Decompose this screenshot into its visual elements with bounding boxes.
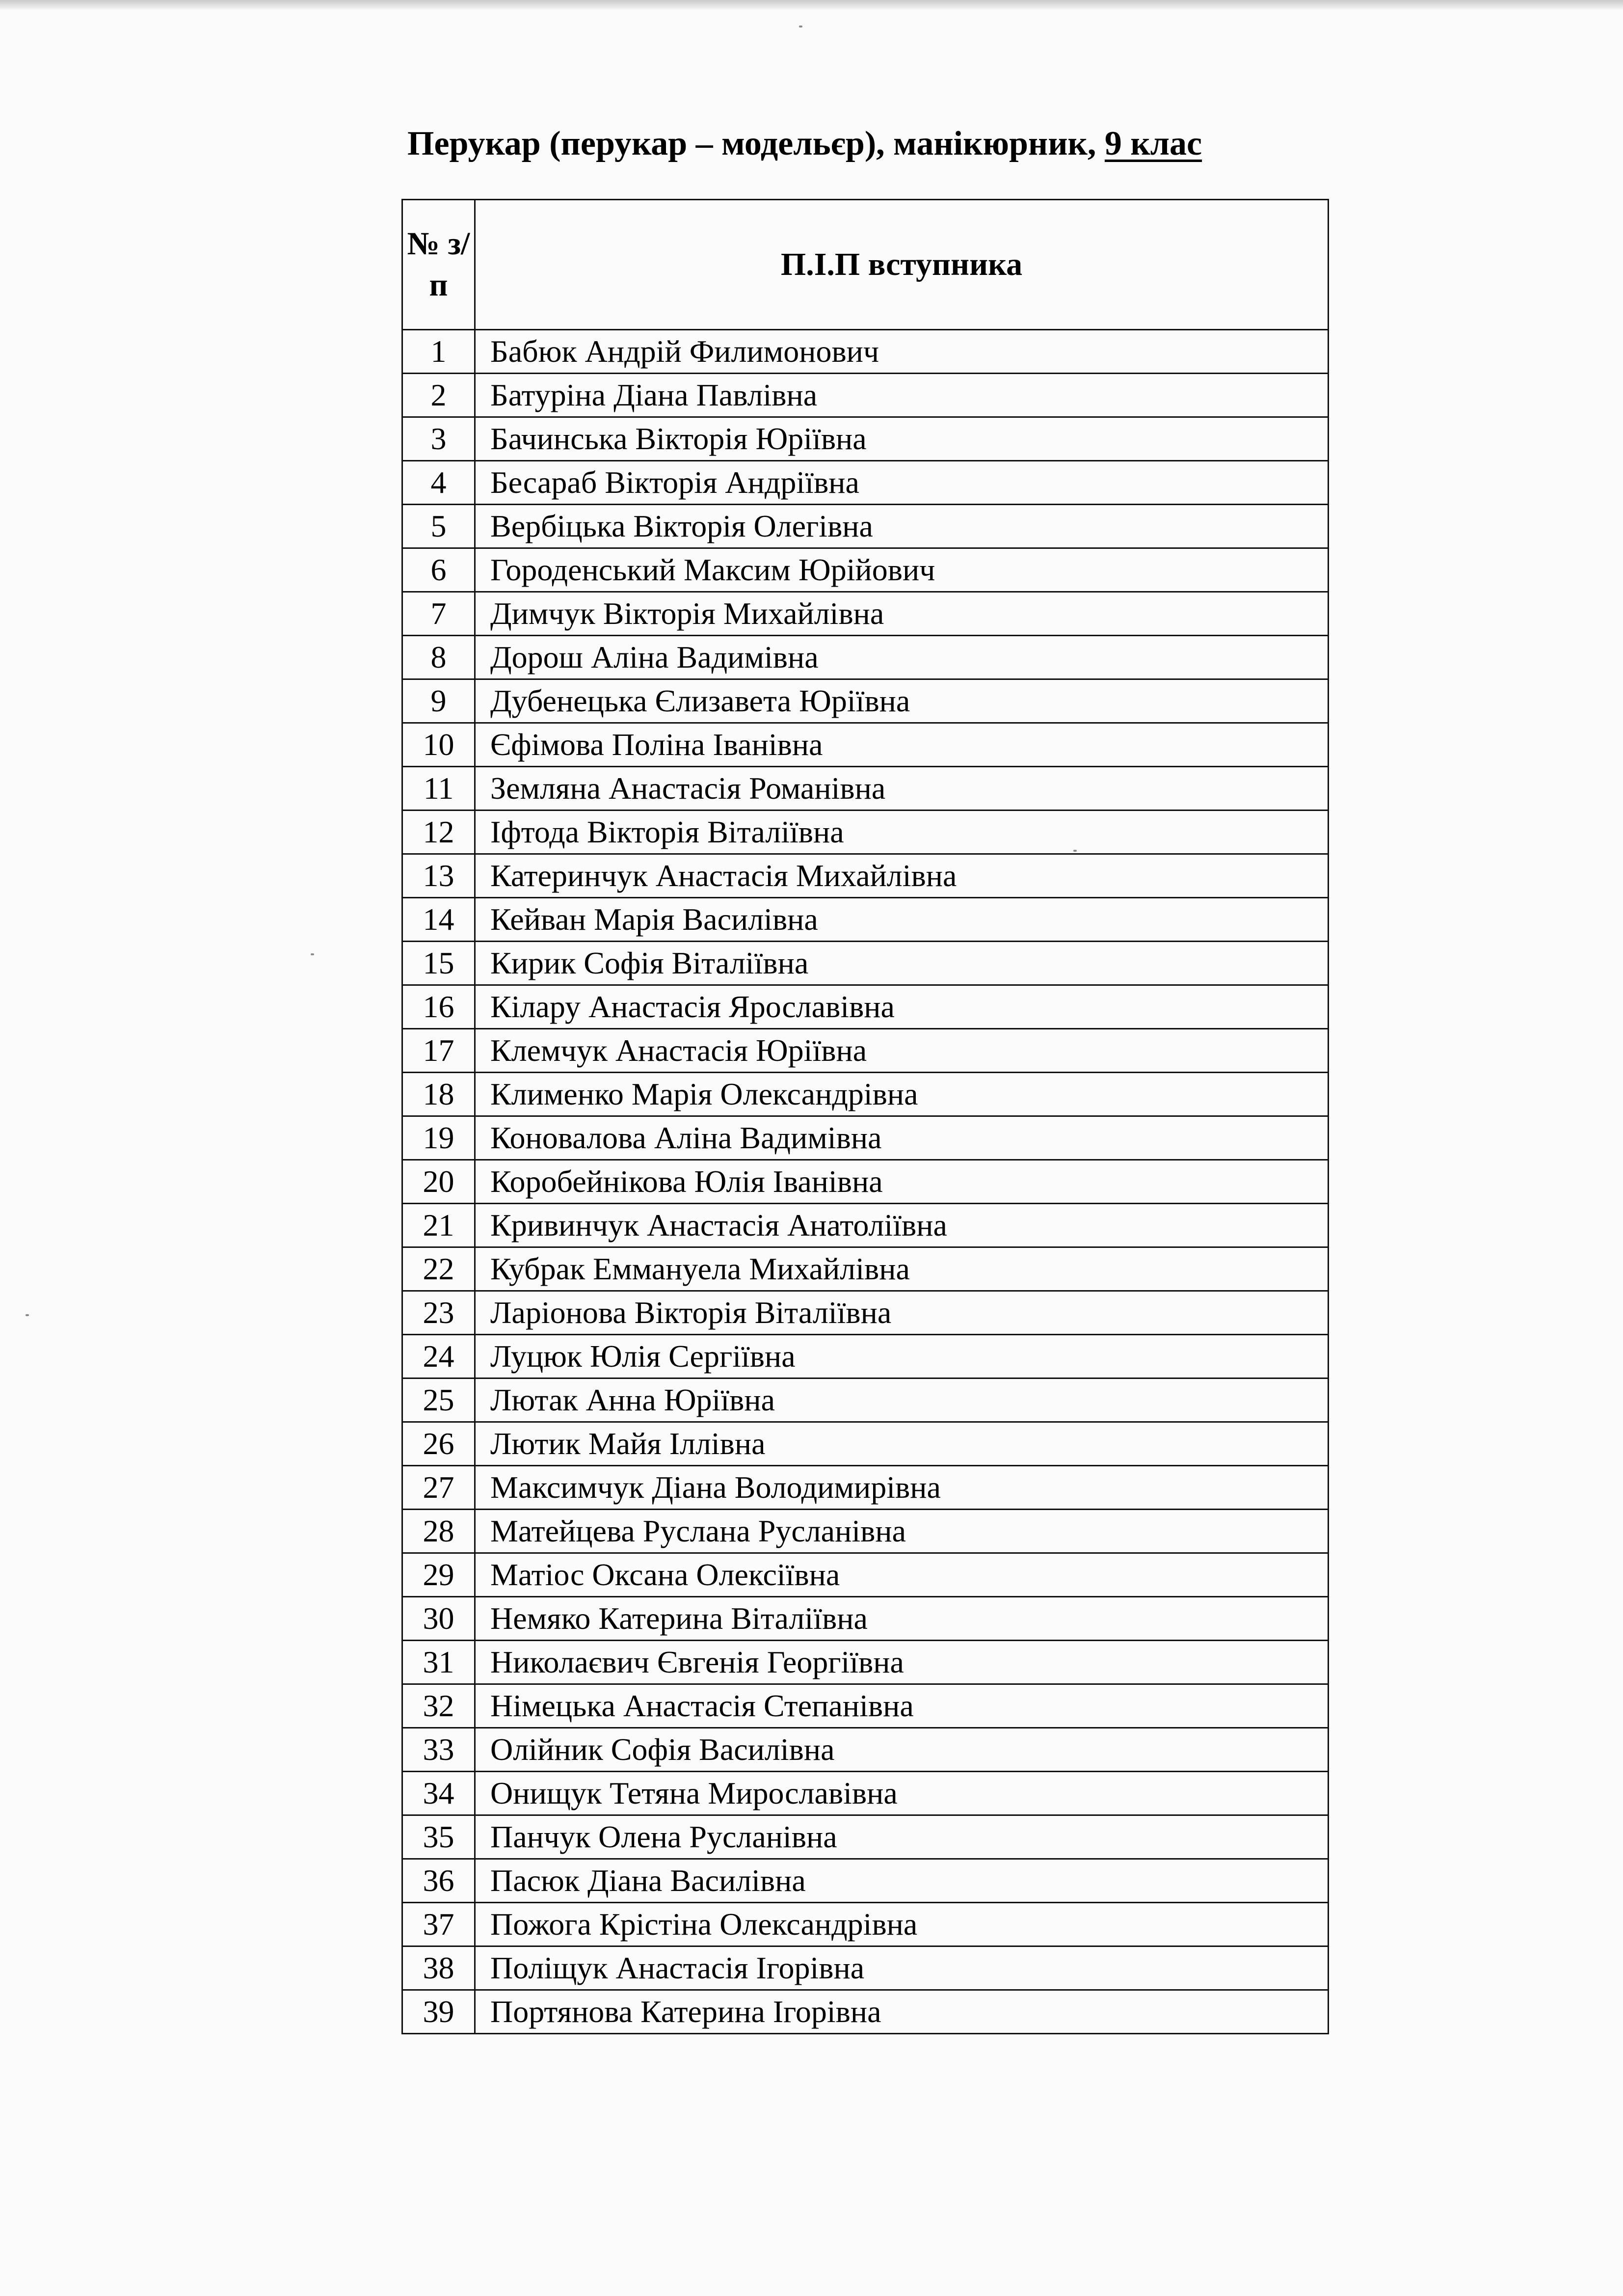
applicant-name: Кейван Марія Василівна (475, 898, 1329, 942)
table-row (402, 1641, 1329, 1684)
table-row (402, 636, 1329, 679)
applicant-name: Дубенецька Єлизавета Юріївна (475, 679, 1329, 723)
applicant-name: Кирик Софія Віталіївна (475, 942, 1329, 985)
table-row (402, 461, 1329, 505)
row-number: 25 (402, 1378, 475, 1422)
applicant-name: Катеринчук Анастасія Михайлівна (475, 854, 1329, 898)
row-number: 15 (402, 942, 475, 985)
row-number: 13 (402, 854, 475, 898)
row-number: 26 (402, 1422, 475, 1466)
table-row (402, 1597, 1329, 1641)
table-row (402, 942, 1329, 985)
applicant-name: Лютак Анна Юріївна (475, 1378, 1329, 1422)
scan-speck (799, 26, 802, 27)
applicant-name: Бесараб Вікторія Андріївна (475, 461, 1329, 505)
table-row (402, 1466, 1329, 1510)
table-row (402, 1553, 1329, 1597)
row-number: 18 (402, 1073, 475, 1116)
header-name: П.І.П вступника (475, 200, 1329, 330)
row-number: 33 (402, 1728, 475, 1772)
applicant-name: Лютик Майя Іллівна (475, 1422, 1329, 1466)
scan-top-edge (0, 0, 1623, 11)
row-number: 14 (402, 898, 475, 942)
row-number: 30 (402, 1597, 475, 1641)
table-row (402, 1116, 1329, 1160)
table-row (402, 810, 1329, 854)
applicant-name: Пожога Крістіна Олександрівна (475, 1903, 1329, 1946)
table-row (402, 417, 1329, 461)
row-number: 6 (402, 548, 475, 592)
row-number: 22 (402, 1247, 475, 1291)
applicant-name: Димчук Вікторія Михайлівна (475, 592, 1329, 636)
scan-speck (311, 953, 314, 955)
row-number: 17 (402, 1029, 475, 1073)
row-number: 36 (402, 1859, 475, 1903)
table-header-row (402, 200, 1329, 330)
row-number: 10 (402, 723, 475, 767)
table-row (402, 1247, 1329, 1291)
applicant-name: Немяко Катерина Віталіївна (475, 1597, 1329, 1641)
applicant-name: Ларіонова Вікторія Віталіївна (475, 1291, 1329, 1335)
row-number: 24 (402, 1335, 475, 1378)
applicant-name: Поліщук Анастасія Ігорівна (475, 1946, 1329, 1990)
table-row (402, 330, 1329, 374)
row-number: 34 (402, 1772, 475, 1815)
applicant-name: Клемчук Анастасія Юріївна (475, 1029, 1329, 1073)
applicant-name: Городенський Максим Юрійович (475, 548, 1329, 592)
table-row (402, 898, 1329, 942)
row-number: 7 (402, 592, 475, 636)
applicant-name: Портянова Катерина Ігорівна (475, 1990, 1329, 2034)
table-row (402, 548, 1329, 592)
table-row (402, 1378, 1329, 1422)
row-number: 9 (402, 679, 475, 723)
applicant-name: Луцюк Юлія Сергіївна (475, 1335, 1329, 1378)
row-number: 38 (402, 1946, 475, 1990)
table-row (402, 505, 1329, 548)
table-row (402, 1510, 1329, 1553)
title-main: Перукар (перукар – модельєр), манікюрник, (407, 125, 1105, 162)
row-number: 2 (402, 374, 475, 417)
table-row (402, 985, 1329, 1029)
table-row (402, 854, 1329, 898)
applicant-name: Іфтода Вікторія Віталіївна (475, 810, 1329, 854)
row-number: 35 (402, 1815, 475, 1859)
table-row (402, 1772, 1329, 1815)
applicant-name: Бачинська Вікторія Юріївна (475, 417, 1329, 461)
applicant-name: Кривинчук Анастасія Анатоліївна (475, 1204, 1329, 1247)
applicant-name: Бабюк Андрій Филимонович (475, 330, 1329, 374)
row-number: 20 (402, 1160, 475, 1204)
table-row (402, 723, 1329, 767)
row-number: 31 (402, 1641, 475, 1684)
row-number: 27 (402, 1466, 475, 1510)
table-row (402, 1903, 1329, 1946)
table-row (402, 1291, 1329, 1335)
applicant-name: Панчук Олена Русланівна (475, 1815, 1329, 1859)
row-number: 32 (402, 1684, 475, 1728)
table-row (402, 1204, 1329, 1247)
row-number: 37 (402, 1903, 475, 1946)
table-row (402, 1422, 1329, 1466)
table-body (402, 330, 1329, 2034)
applicant-name: Єфімова Поліна Іванівна (475, 723, 1329, 767)
table-row (402, 592, 1329, 636)
table-row (402, 1990, 1329, 2034)
table-row (402, 1728, 1329, 1772)
table-row (402, 1684, 1329, 1728)
table-row (402, 1073, 1329, 1116)
applicant-name: Матіос Оксана Олексіївна (475, 1553, 1329, 1597)
row-number: 12 (402, 810, 475, 854)
applicant-name: Пасюк Діана Василівна (475, 1859, 1329, 1903)
page-title (407, 127, 1202, 161)
table-row (402, 1815, 1329, 1859)
row-number: 4 (402, 461, 475, 505)
applicant-name: Дорош Аліна Вадимівна (475, 636, 1329, 679)
applicant-name: Кубрак Еммануела Михайлівна (475, 1247, 1329, 1291)
applicant-name: Німецька Анастасія Степанівна (475, 1684, 1329, 1728)
title-grade: 9 клас (1104, 125, 1202, 162)
table-row (402, 767, 1329, 810)
applicant-name: Вербіцька Вікторія Олегівна (475, 505, 1329, 548)
row-number: 5 (402, 505, 475, 548)
row-number: 39 (402, 1990, 475, 2034)
applicant-name: Коробейнікова Юлія Іванівна (475, 1160, 1329, 1204)
row-number: 3 (402, 417, 475, 461)
row-number: 21 (402, 1204, 475, 1247)
table-row (402, 1029, 1329, 1073)
table-row (402, 374, 1329, 417)
scan-speck (26, 1314, 29, 1316)
row-number: 16 (402, 985, 475, 1029)
header-number: № з/п (402, 200, 475, 330)
applicant-name: Олійник Софія Василівна (475, 1728, 1329, 1772)
row-number: 29 (402, 1553, 475, 1597)
table-row (402, 679, 1329, 723)
applicant-name: Максимчук Діана Володимирівна (475, 1466, 1329, 1510)
applicant-name: Николаєвич Євгенія Георгіївна (475, 1641, 1329, 1684)
table-row (402, 1160, 1329, 1204)
row-number: 28 (402, 1510, 475, 1553)
applicants-table (401, 199, 1329, 2034)
applicant-name: Батуріна Діана Павлівна (475, 374, 1329, 417)
applicant-name: Клименко Марія Олександрівна (475, 1073, 1329, 1116)
table-row (402, 1946, 1329, 1990)
applicant-name: Земляна Анастасія Романівна (475, 767, 1329, 810)
row-number: 19 (402, 1116, 475, 1160)
table-row (402, 1335, 1329, 1378)
row-number: 8 (402, 636, 475, 679)
applicant-name: Коновалова Аліна Вадимівна (475, 1116, 1329, 1160)
row-number: 23 (402, 1291, 475, 1335)
row-number: 1 (402, 330, 475, 374)
table-row (402, 1859, 1329, 1903)
applicant-name: Матейцева Руслана Русланівна (475, 1510, 1329, 1553)
applicant-name: Кілару Анастасія Ярославівна (475, 985, 1329, 1029)
applicant-name: Онищук Тетяна Мирославівна (475, 1772, 1329, 1815)
row-number: 11 (402, 767, 475, 810)
